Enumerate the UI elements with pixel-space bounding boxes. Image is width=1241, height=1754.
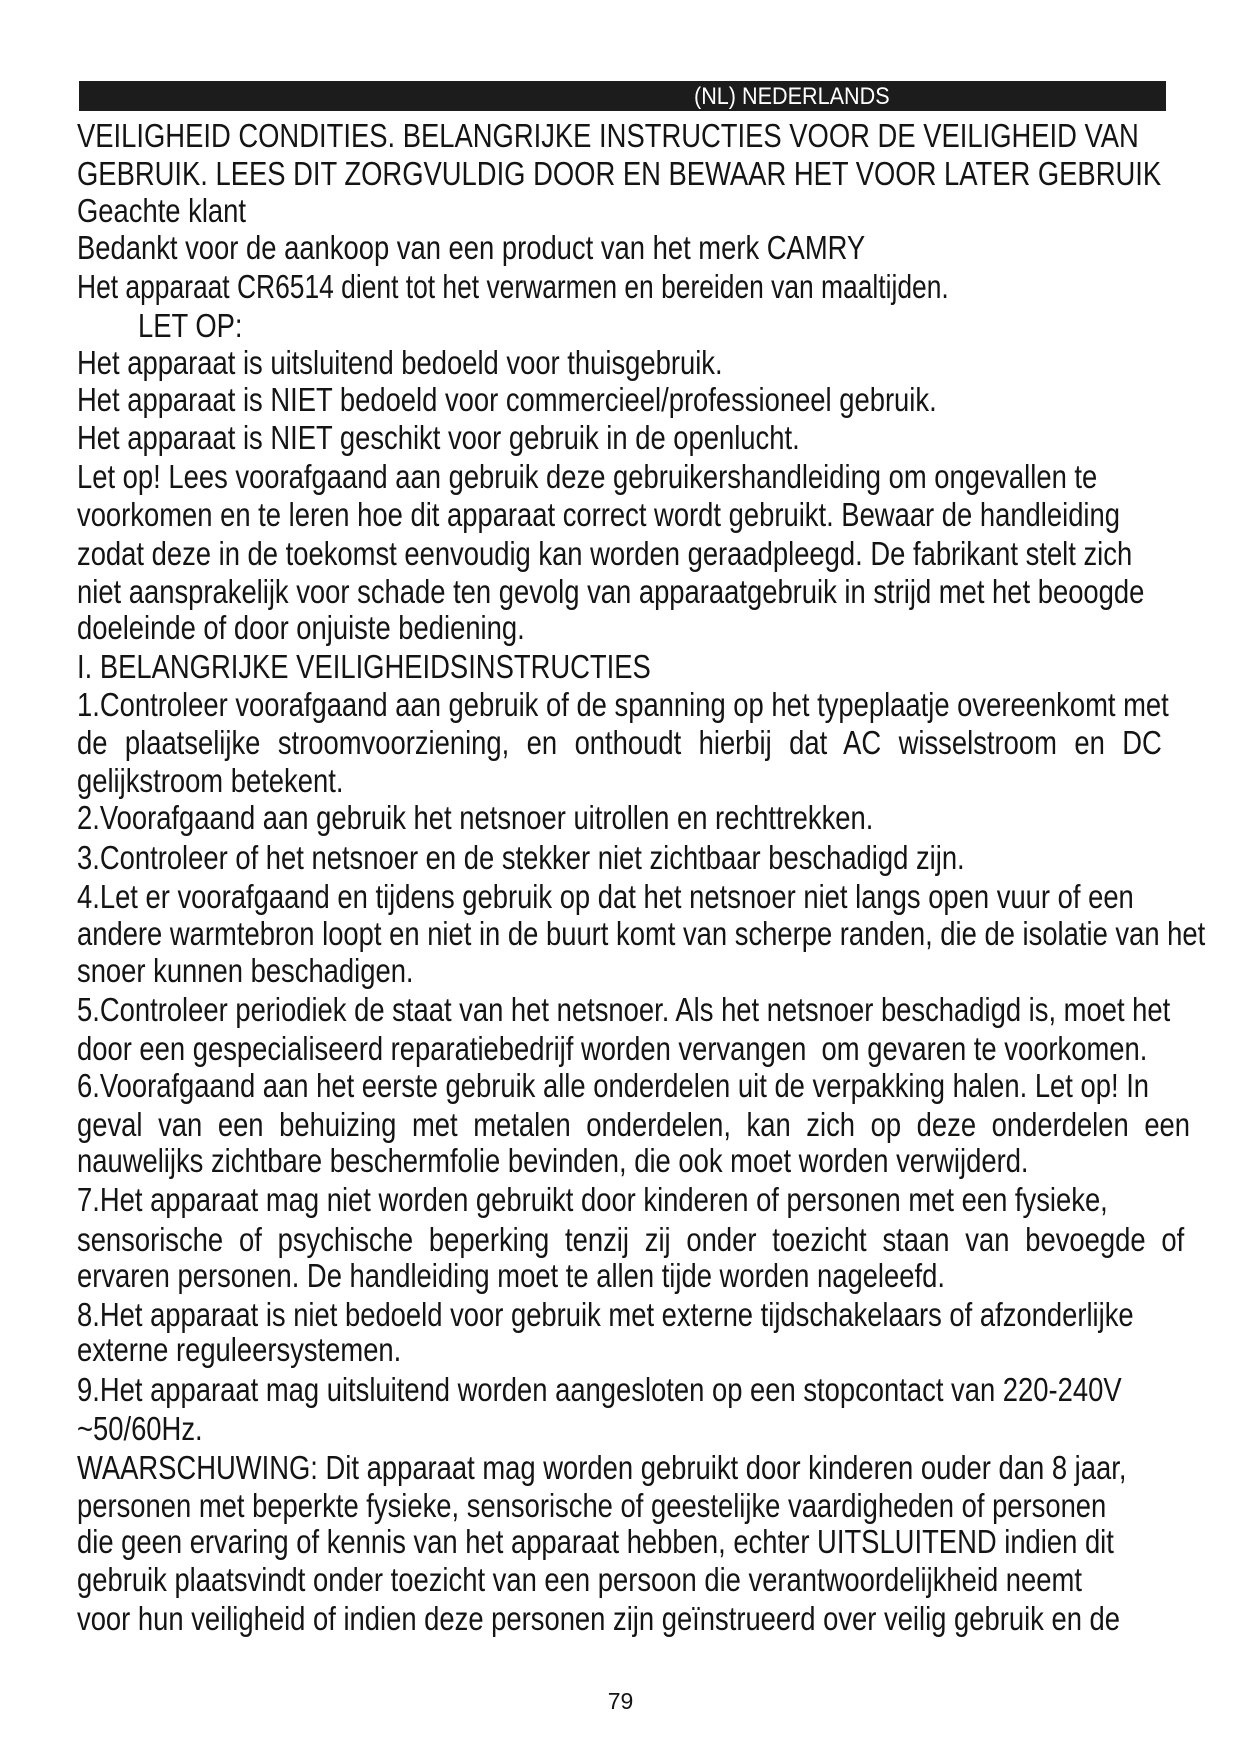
instruction-8-line: externe reguleersystemen. [77, 1331, 402, 1368]
caution-paragraph-line: voorkomen en te leren hoe dit apparaat correct wordt gebruikt. Bewaar de handleiding [77, 496, 1120, 533]
language-label: (NL) NEDERLANDS [694, 83, 890, 110]
page-number: 79 [607, 1688, 634, 1714]
instruction-7-line: sensorische of psychische beperking tenzij zij onder toezicht staan van bevoegde of [77, 1221, 1185, 1258]
instruction-5-line: door een gespecialiseerd reparatiebedrijf worden vervangen om gevaren te voorkomen. [77, 1030, 1148, 1067]
instruction-1-line: de plaatselijke stroomvoorziening, en onthoudt hierbij dat AC wisselstroom en DC [77, 724, 1162, 761]
instruction-4-line: andere warmtebron loopt en niet in de buurt komt van scherpe randen, die de isolatie van het [77, 915, 1206, 952]
instruction-9-line: ~50/60Hz. [77, 1410, 203, 1447]
usage-note: Het apparaat is NIET geschikt voor gebruik in de openlucht. [77, 419, 800, 456]
warning-paragraph-line: WAARSCHUWING: Dit apparaat mag worden gebruikt door kinderen ouder dan 8 jaar, [77, 1449, 1127, 1486]
warning-paragraph-line: personen met beperkte fysieke, sensorische of geestelijke vaardigheden of personen [77, 1487, 1107, 1524]
attention-label: LET OP: [138, 307, 243, 344]
instruction-7-line: ervaren personen. De handleiding moet te allen tijde worden nageleefd. [77, 1257, 945, 1294]
instruction-5-line: 5.Controleer periodiek de staat van het netsnoer. Als het netsnoer beschadigd is, moet het [77, 991, 1171, 1028]
instruction-3-line: 3.Controleer of het netsnoer en de stekker niet zichtbaar beschadigd zijn. [77, 839, 965, 876]
warning-paragraph-line: gebruik plaatsvindt onder toezicht van een persoon die verantwoordelijkheid neemt [77, 1561, 1082, 1598]
document-title-line: VEILIGHEID CONDITIES. BELANGRIJKE INSTRUCTIES VOOR DE VEILIGHEID VAN [77, 117, 1139, 154]
warning-paragraph-line: voor hun veiligheid of indien deze personen zijn geïnstrueerd over veilig gebruik en de [77, 1600, 1121, 1637]
caution-paragraph-line: Let op! Lees voorafgaand aan gebruik deze gebruikershandleiding om ongevallen te [77, 458, 1098, 495]
instruction-6-line: 6.Voorafgaand aan het eerste gebruik alle onderdelen uit de verpakking halen. Let op! In [77, 1067, 1150, 1104]
instruction-1-line: 1.Controleer voorafgaand aan gebruik of de spanning op het typeplaatje overeenkomt met [77, 686, 1169, 723]
purpose-text: Het apparaat CR6514 dient tot het verwarmen en bereiden van maaltijden. [77, 268, 949, 305]
instruction-8-line: 8.Het apparaat is niet bedoeld voor gebruik met externe tijdschakelaars of afzonderlijke [77, 1296, 1134, 1333]
caution-paragraph-line: doeleinde of door onjuiste bediening. [77, 609, 525, 646]
instruction-2-line: 2.Voorafgaand aan gebruik het netsnoer uitrollen en rechttrekken. [77, 799, 874, 836]
caution-paragraph-line: zodat deze in de toekomst eenvoudig kan worden geraadpleegd. De fabrikant stelt zich [77, 535, 1133, 572]
instruction-7-line: 7.Het apparaat mag niet worden gebruikt door kinderen of personen met een fysieke, [77, 1181, 1108, 1218]
document-title-line: GEBRUIK. LEES DIT ZORGVULDIG DOOR EN BEWAAR HET VOOR LATER GEBRUIK [77, 155, 1162, 192]
instruction-6-line: geval van een behuizing met metalen onderdelen, kan zich op deze onderdelen een [77, 1106, 1191, 1143]
thanks-text: Bedankt voor de aankoop van een product van het merk CAMRY [77, 229, 866, 266]
usage-note: Het apparaat is NIET bedoeld voor commercieel/professioneel gebruik. [77, 381, 937, 418]
instruction-1-line: gelijkstroom betekent. [77, 762, 344, 799]
section-heading: I. BELANGRIJKE VEILIGHEIDSINSTRUCTIES [77, 648, 651, 685]
language-header-bar [79, 81, 1166, 111]
warning-paragraph-line: die geen ervaring of kennis van het apparaat hebben, echter UITSLUITEND indien dit [77, 1523, 1114, 1560]
instruction-4-line: 4.Let er voorafgaand en tijdens gebruik op dat het netsnoer niet langs open vuur of een [77, 878, 1134, 915]
salutation: Geachte klant [77, 192, 247, 229]
usage-note: Het apparaat is uitsluitend bedoeld voor thuisgebruik. [77, 344, 723, 381]
instruction-4-line: snoer kunnen beschadigen. [77, 952, 414, 989]
instruction-6-line: nauwelijks zichtbare beschermfolie bevinden, die ook moet worden verwijderd. [77, 1142, 1029, 1179]
caution-paragraph-line: niet aansprakelijk voor schade ten gevolg van apparaatgebruik in strijd met het beoogde [77, 573, 1145, 610]
instruction-9-line: 9.Het apparaat mag uitsluitend worden aangesloten op een stopcontact van 220-240V [77, 1371, 1122, 1408]
